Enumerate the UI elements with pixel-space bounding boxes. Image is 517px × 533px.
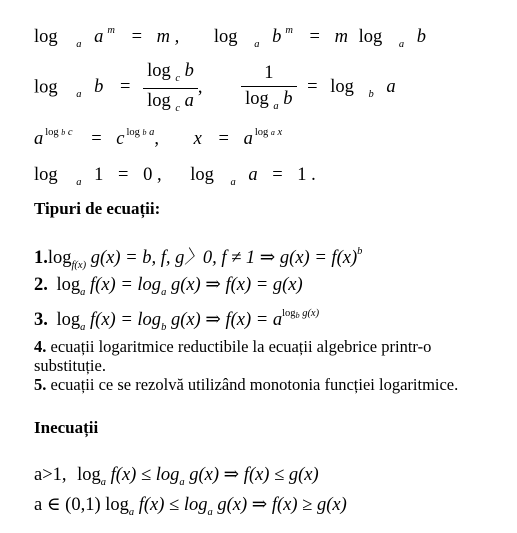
equation-body: f(x) = log (90, 310, 162, 330)
item-number: 3. (34, 310, 48, 330)
log-base: a (398, 39, 405, 50)
base-letter: a (243, 129, 253, 149)
log-text: log (34, 77, 58, 98)
log-base: a (254, 39, 260, 50)
log-base: a (270, 128, 275, 137)
log-base: f(x) (71, 260, 87, 271)
log-base: a (128, 507, 135, 518)
variable: x (193, 129, 202, 149)
log-text: log (330, 77, 354, 98)
fraction (241, 64, 296, 112)
log-argument: b (416, 27, 426, 47)
fraction-numerator (143, 62, 198, 89)
section-heading-inequalities: Inecuații (34, 418, 99, 437)
exponent: b (357, 246, 363, 257)
description-text: ecuații ce se rezolvă utilizând monotonia funcției logaritmice. (50, 375, 459, 394)
log-base: a (76, 177, 82, 188)
equation-body: f(x) = log (90, 275, 162, 295)
log-argument: 1 (94, 165, 104, 185)
log-base: b (161, 322, 167, 333)
equals-sign: = (131, 27, 143, 47)
equation-body: g(x) ⇒ f(x) = a (170, 310, 283, 330)
result: 1 . (297, 165, 316, 185)
equals-sign: = (120, 77, 131, 98)
log-text: log (282, 308, 296, 319)
log-base: a (76, 89, 82, 101)
log-text: log (147, 61, 171, 81)
log-base: a (76, 39, 82, 50)
log-text: log (45, 127, 59, 138)
log-text: log (358, 27, 383, 47)
log-text: log (56, 275, 81, 295)
item-number: 4. (34, 337, 47, 356)
equation-body: g(x) ⇒ f(x) = g(x) (170, 275, 303, 295)
log-base: a (207, 507, 213, 518)
inequality-a-between-0-1 (34, 496, 347, 519)
log-base: a (273, 100, 279, 112)
fraction-numerator: 1 (241, 64, 296, 87)
equation-body: g(x) = b, f, g〉0, f ≠ 1 ⇒ g(x) = f(x) (90, 248, 358, 268)
exponent: m (107, 25, 115, 36)
exponent: m (285, 25, 293, 36)
equals-sign: = (309, 27, 320, 47)
inequality-a-greater-1 (34, 466, 319, 489)
log-text: log (254, 127, 269, 138)
result: 0 , (143, 165, 162, 185)
exponent (45, 127, 72, 138)
condition: a>1, (34, 465, 67, 485)
equation-type-1 (34, 247, 362, 272)
log-text: log (105, 495, 129, 515)
formula-change-of-base (34, 62, 396, 114)
equals-sign: = (307, 77, 318, 98)
inequality-body: f(x) ≤ log (138, 495, 208, 515)
log-argument: a (149, 127, 155, 138)
log-argument: g(x) (302, 308, 320, 319)
log-text: log (34, 165, 58, 185)
equals-sign: = (218, 129, 229, 149)
formula-power-rule (34, 26, 426, 51)
log-base: a (179, 477, 185, 488)
log-base: a (80, 322, 86, 333)
equation-type-2 (34, 276, 303, 299)
log-argument: a (94, 27, 104, 47)
equals-sign: = (118, 165, 129, 185)
base-letter: a (34, 129, 44, 149)
equation-type-4 (34, 337, 431, 375)
result: m , (156, 27, 180, 47)
log-argument: b (94, 77, 104, 98)
log-argument: b (283, 88, 293, 109)
log-argument: c (67, 127, 73, 138)
log-argument: b (184, 61, 194, 81)
item-number: 1. (34, 248, 48, 268)
description-text: ecuații logaritmice reductibile la ecuații algebrice printr-o (50, 337, 432, 356)
log-base: c (175, 102, 181, 114)
exponent (127, 127, 155, 138)
log-text: log (190, 165, 214, 185)
log-text: log (245, 88, 269, 109)
log-base: a (80, 287, 86, 298)
log-base: b (368, 89, 374, 101)
log-text: log (126, 127, 140, 138)
equals-sign: = (91, 129, 102, 149)
section-heading-equation-types: Tipuri de ecuații: (34, 199, 161, 218)
log-text: log (34, 27, 58, 47)
condition: a ∈ (0,1) (34, 495, 101, 515)
fraction (143, 62, 198, 114)
log-base: b (142, 128, 147, 137)
fraction-denominator (241, 87, 296, 113)
equation-type-5 (34, 377, 458, 394)
exponent (282, 308, 319, 319)
log-argument: b (272, 27, 282, 47)
comma: , (197, 77, 203, 98)
log-base: a (161, 287, 167, 298)
log-base: a (100, 477, 107, 488)
inequality-body: g(x) ⇒ f(x) ≥ g(x) (217, 495, 347, 515)
log-base: c (175, 73, 181, 84)
base-letter: c (116, 129, 125, 149)
description-text: substituție. (34, 356, 106, 375)
log-base: a (230, 177, 236, 188)
log-text: log (147, 90, 171, 111)
formula-exponent-identity (34, 128, 282, 149)
log-base: b (61, 128, 66, 137)
formula-special-values (34, 166, 316, 189)
item-number: 5. (34, 375, 47, 394)
log-text: log (47, 248, 72, 268)
equation-type-3 (34, 309, 319, 334)
log-base: b (295, 311, 300, 320)
log-text: log (77, 465, 101, 485)
log-text: log (213, 27, 238, 47)
equals-sign: = (272, 165, 283, 185)
log-argument: x (277, 127, 283, 138)
coefficient: m (334, 27, 348, 47)
comma: , (154, 129, 160, 149)
inequality-body: f(x) ≤ log (110, 465, 180, 485)
log-argument: a (184, 90, 194, 111)
item-number: 2. (34, 275, 48, 295)
log-text: log (56, 310, 81, 330)
fraction-denominator (143, 89, 198, 115)
log-argument: a (386, 77, 396, 98)
inequality-body: g(x) ⇒ f(x) ≤ g(x) (189, 465, 319, 485)
exponent (255, 127, 282, 138)
log-argument: a (248, 165, 258, 185)
